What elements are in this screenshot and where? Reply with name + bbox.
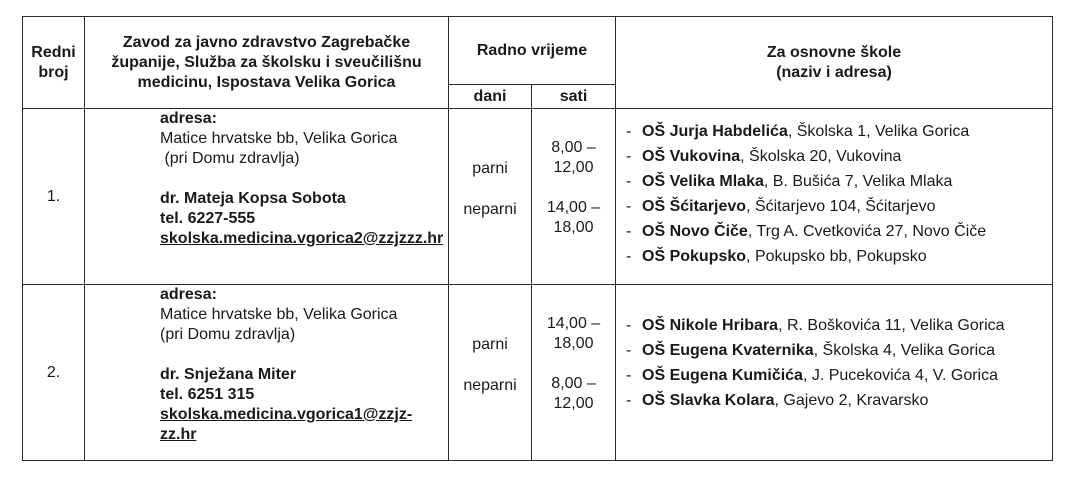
list-item: - OŠ Jurja Habdelića, Školska 1, Velika Gorica	[626, 123, 970, 140]
school-list	[626, 119, 1052, 269]
schools-cell	[616, 109, 1053, 285]
school-address: , Trg A. Cvetkovića 27, Novo Čiče	[747, 223, 987, 240]
school-name: OŠ Velika Mlaka	[642, 173, 764, 190]
school-name: OŠ Šćitarjevo	[642, 198, 747, 215]
schools-cell	[616, 285, 1053, 461]
school-address: , B. Bušića 7, Velika Mlaka	[763, 173, 953, 190]
row-number: 1.	[23, 109, 85, 285]
list-item: - OŠ Nikole Hribara, R. Boškovića 11, Velika Gorica	[626, 317, 1005, 334]
address-label: adresa:	[160, 286, 217, 303]
day-label: parni	[472, 160, 508, 177]
doctor-name: dr. Mateja Kopsa Sobota	[160, 190, 346, 207]
school-address: , Školska 4, Velika Gorica	[813, 342, 996, 359]
list-item: - OŠ Eugena Kvaternika, Školska 4, Velika Gorica	[626, 342, 996, 359]
school-address: , R. Boškovića 11, Velika Gorica	[778, 317, 1005, 334]
doctor-name: dr. Snježana Miter	[160, 366, 297, 383]
school-name: OŠ Eugena Kvaternika	[642, 342, 814, 359]
header-text: županije, Služba za školsku i sveučilišnu	[111, 53, 422, 71]
email-link[interactable]: skolska.medicina.vgorica2@zzjzzz.hr	[160, 230, 444, 247]
hours-start: 8,00 –	[551, 375, 596, 392]
school-name: OŠ Slavka Kolara	[642, 392, 775, 409]
address-line: (pri Domu zdravlja)	[160, 326, 296, 343]
address-line: Matice hrvatske bb, Velika Gorica	[160, 130, 398, 147]
address-label: adresa:	[160, 110, 217, 127]
days-cell	[449, 285, 532, 461]
hours-end: 18,00	[553, 219, 594, 236]
hours-start: 14,00 –	[546, 199, 601, 216]
list-item: - OŠ Novo Čiče, Trg A. Cvetkovića 27, Novo Čiče	[626, 223, 987, 240]
table-row	[23, 285, 1053, 461]
list-item: - OŠ Eugena Kumičića, J. Pucekovića 4, V. Gorica	[626, 367, 999, 384]
list-item: - OŠ Vukovina, Školska 20, Vukovina	[626, 148, 902, 165]
school-name: OŠ Vukovina	[642, 148, 741, 165]
header-days: dani	[449, 85, 532, 109]
school-name: OŠ Pokupsko	[642, 248, 747, 265]
institution-cell	[85, 109, 449, 285]
address-line: Matice hrvatske bb, Velika Gorica	[160, 306, 398, 323]
table-row	[23, 109, 1053, 285]
list-item: - OŠ Pokupsko, Pokupsko bb, Pokupsko	[626, 248, 927, 265]
hours-end: 12,00	[553, 395, 594, 412]
days-cell	[449, 109, 532, 285]
row-number: 2.	[23, 285, 85, 461]
day-label: parni	[472, 336, 508, 353]
school-address: , J. Pucekovića 4, V. Gorica	[802, 367, 999, 384]
hours-cell	[532, 109, 616, 285]
schools-table	[22, 16, 1053, 461]
school-list	[626, 313, 1052, 413]
day-label: neparni	[463, 201, 517, 218]
day-label: neparni	[463, 377, 517, 394]
phone-number: tel. 6251 315	[160, 386, 255, 403]
institution-cell	[85, 285, 449, 461]
school-address: , Školska 20, Vukovina	[740, 148, 902, 165]
header-text: Za osnovne škole	[766, 43, 902, 61]
header-working-hours: Radno vrijeme	[449, 17, 616, 85]
list-item: - OŠ Velika Mlaka, B. Bušića 7, Velika Mlaka	[626, 173, 953, 190]
phone-number: tel. 6227-555	[160, 210, 256, 227]
hours-end: 12,00	[553, 159, 594, 176]
list-item: - OŠ Šćitarjevo, Šćitarjevo 104, Šćitarjevo	[626, 198, 936, 215]
hours-start: 14,00 –	[546, 315, 601, 332]
hours-cell	[532, 285, 616, 461]
email-link[interactable]: skolska.medicina.vgorica1@zzjz-zz.hr	[160, 406, 413, 443]
header-text: medicinu, Ispostava Velika Gorica	[137, 73, 396, 91]
school-name: OŠ Jurja Habdelića	[642, 123, 788, 140]
school-address: , Školska 1, Velika Gorica	[787, 123, 970, 140]
header-institution	[85, 17, 449, 109]
school-name: OŠ Eugena Kumičića	[642, 367, 803, 384]
hours-end: 18,00	[553, 335, 594, 352]
school-address: , Gajevo 2, Kravarsko	[774, 392, 929, 409]
header-text: (naziv i adresa)	[776, 63, 892, 81]
header-redni-broj	[23, 17, 85, 109]
header-schools	[616, 17, 1053, 109]
hours-start: 8,00 –	[551, 139, 596, 156]
header-text: broj	[38, 63, 69, 81]
header-hours: sati	[532, 85, 616, 109]
school-name: OŠ Novo Čiče	[642, 223, 748, 240]
header-text: Redni	[31, 43, 76, 61]
header-text: Zavod za javno zdravstvo Zagrebačke	[122, 33, 411, 51]
school-address: , Pokupsko bb, Pokupsko	[746, 248, 927, 265]
school-name: OŠ Nikole Hribara	[642, 317, 779, 334]
header-row	[23, 17, 1053, 85]
address-line: (pri Domu zdravlja)	[160, 150, 300, 167]
list-item: - OŠ Slavka Kolara, Gajevo 2, Kravarsko	[626, 392, 929, 409]
school-address: , Šćitarjevo 104, Šćitarjevo	[746, 198, 936, 215]
